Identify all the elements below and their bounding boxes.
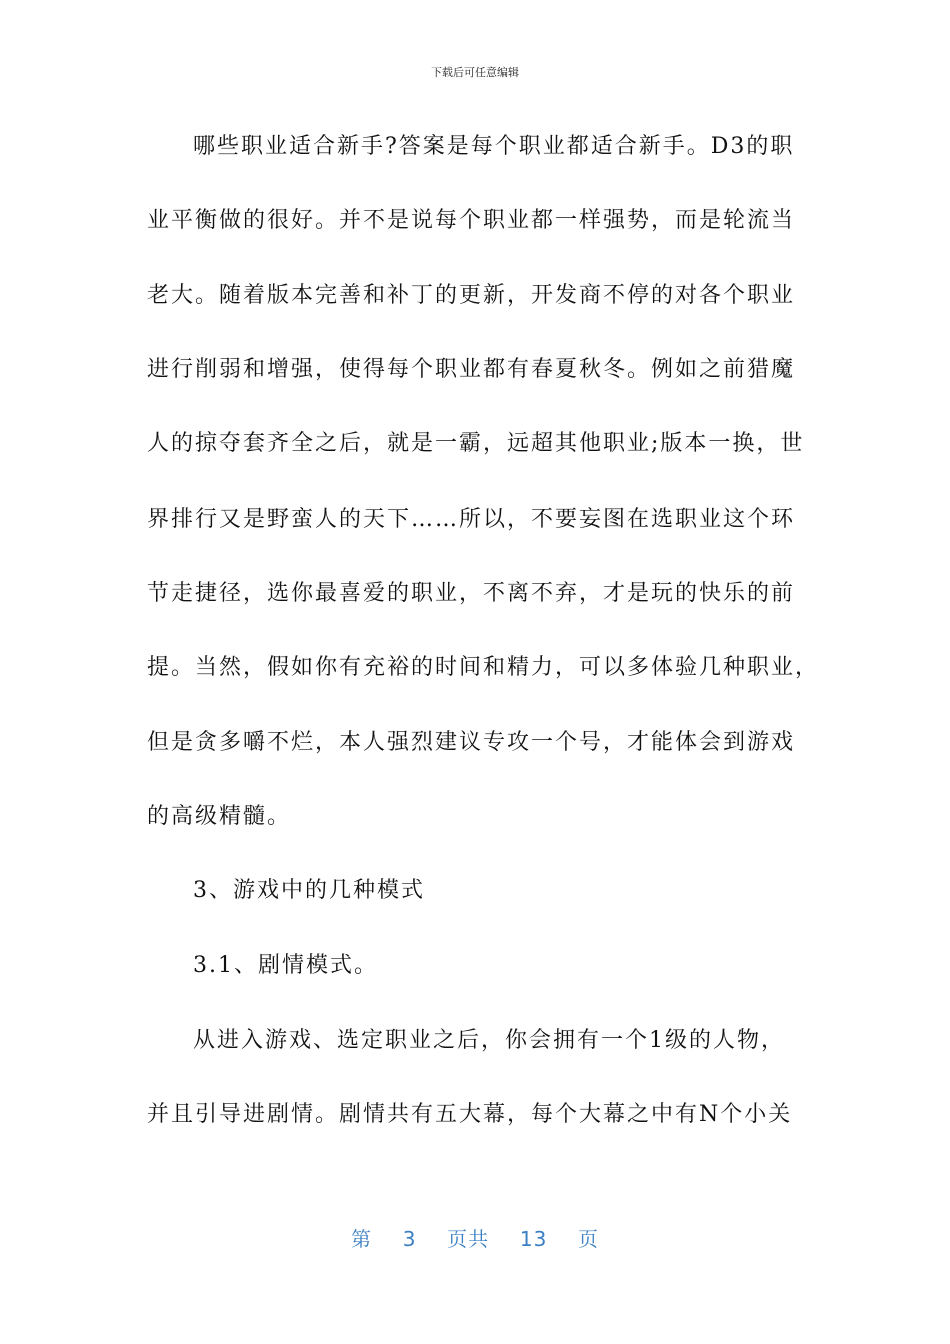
total-pages-number: 13: [519, 1227, 548, 1251]
page-footer: [0, 1226, 950, 1252]
paragraph-line: 从进入游戏、选定职业之后，你会拥有一个1级的人物，: [193, 1028, 785, 1053]
paragraph-line: 节走捷径，选你最喜爱的职业，不离不弃，才是玩的快乐的前: [147, 581, 796, 606]
paragraph-line: 但是贪多嚼不烂，本人强烈建议专攻一个号，才能体会到游戏: [147, 730, 796, 755]
footer-prefix: 第: [350, 1227, 372, 1251]
paragraph-line: 业平衡做的很好。并不是说每个职业都一样强势，而是轮流当: [147, 208, 796, 233]
footer-middle: 页共: [447, 1227, 490, 1251]
subsection-heading: 3.1、剧情模式。: [193, 953, 378, 978]
section-heading: 3、游戏中的几种模式: [193, 878, 425, 903]
page-header: 下载后可任意编辑: [431, 66, 519, 79]
paragraph-line: 哪些职业适合新手?答案是每个职业都适合新手。D3的职: [193, 134, 795, 159]
paragraph-line: 提。当然，假如你有充裕的时间和精力，可以多体验几种职业，: [147, 655, 820, 680]
current-page-number: 3: [402, 1227, 417, 1251]
paragraph-line: 老大。随着版本完善和补丁的更新，开发商不停的对各个职业: [147, 283, 796, 308]
paragraph-line: 界排行又是野蛮人的天下……所以，不要妄图在选职业这个环: [147, 507, 796, 532]
paragraph-line: 并且引导进剧情。剧情共有五大幕，每个大幕之中有N个小关: [147, 1102, 793, 1127]
paragraph-line: 进行削弱和增强，使得每个职业都有春夏秋冬。例如之前猎魔: [147, 357, 796, 382]
paragraph-line: 人的掠夺套齐全之后，就是一霸，远超其他职业;版本一换，世: [147, 431, 805, 456]
paragraph-line: 的高级精髓。: [147, 804, 292, 829]
footer-suffix: 页: [578, 1227, 600, 1251]
